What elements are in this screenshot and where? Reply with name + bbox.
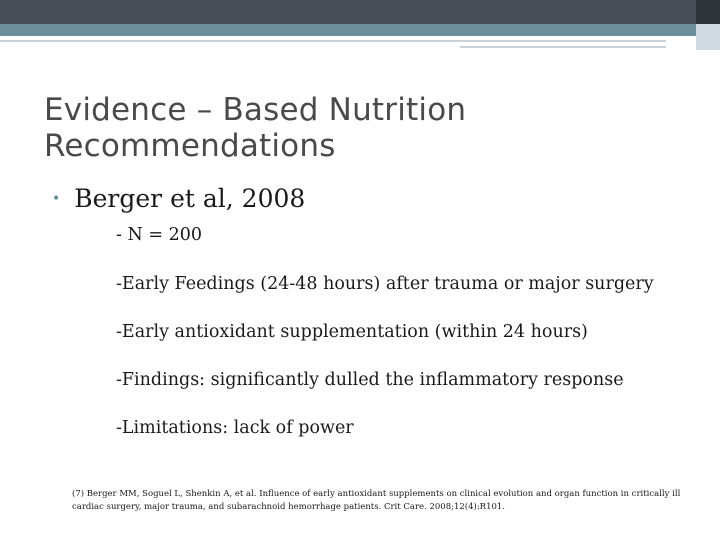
slide-title-line2: Recommendations (44, 128, 336, 164)
sub-item-sample-size: - N = 200 (116, 225, 202, 245)
slide-title (44, 92, 664, 164)
sub-item-findings: -Findings: significantly dulled the inflammatory response (116, 370, 624, 390)
sub-item-early-feedings: -Early Feedings (24-48 hours) after trauma or major surgery (116, 274, 654, 294)
header-band-dark (0, 0, 720, 24)
header-rule-2 (460, 46, 666, 48)
slide-title-line1: Evidence – Based Nutrition (44, 92, 467, 128)
reference-citation: (7) Berger MM, Soguel L, Shenkin A, et al. Influence of early antioxidant supplements on clinical evolution and organ function in critically ill cardiac surgery, major trauma, and subarachnoid hemorrhage patients. Crit Care. 2008;12(4):R101. (72, 489, 681, 512)
sub-item-limitations: -Limitations: lack of power (116, 418, 354, 438)
sub-item-antioxidant: -Early antioxidant supplementation (within 24 hours) (116, 322, 588, 342)
header-rule-1 (0, 40, 666, 42)
corner-block-dark (696, 0, 720, 24)
bullet-text: Berger et al, 2008 (74, 184, 306, 213)
bullet-marker: • (52, 191, 61, 207)
header-band-teal (0, 24, 720, 36)
bullet-item (52, 182, 305, 216)
